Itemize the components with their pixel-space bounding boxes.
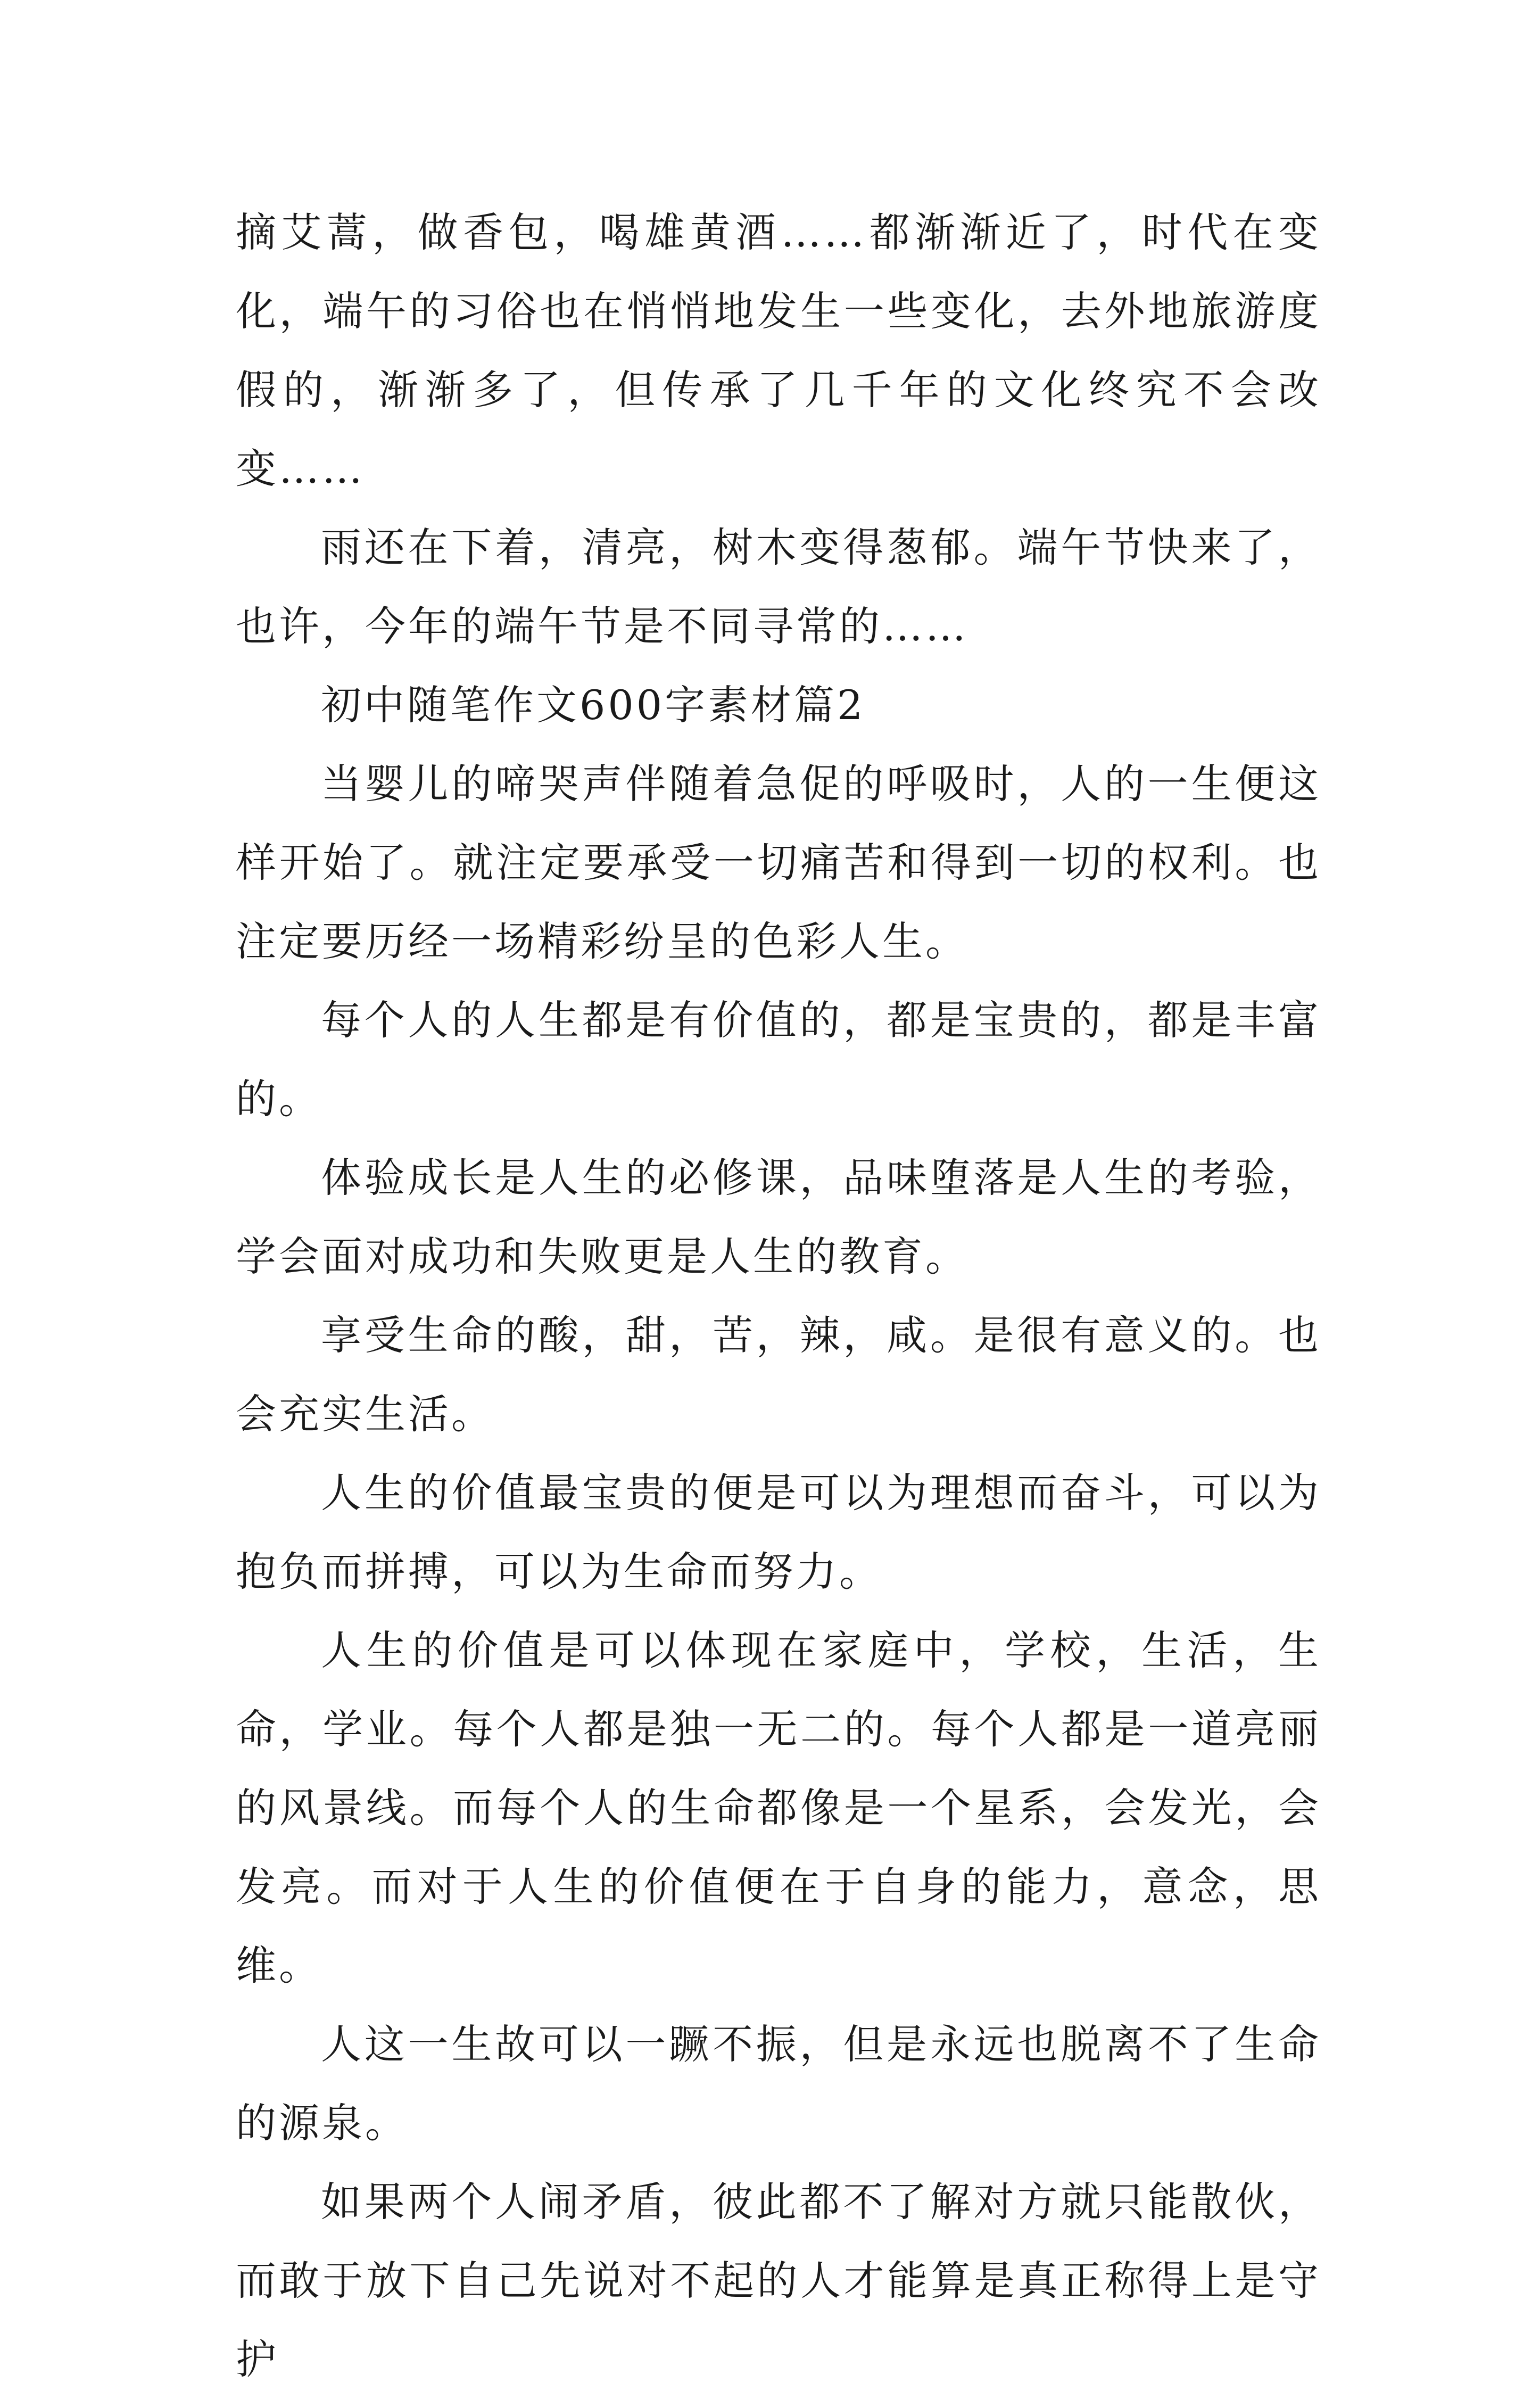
section-heading: 初中随笔作文600字素材篇2 xyxy=(321,681,866,729)
paragraph-10: 如果两个人闹矛盾，彼此都不了解对方就只能散伙，而敢于放下自己先说对不起的人才能算是真正称得上是守护 xyxy=(236,2178,1321,2383)
paragraph-4: 每个人的人生都是有价值的，都是宝贵的，都是丰富的。 xyxy=(236,996,1321,1123)
paragraph-9: 人这一生故可以一蹶不振，但是永远也脱离不了生命的源泉。 xyxy=(236,2021,1321,2147)
document-body xyxy=(236,193,1321,2399)
paragraph-8: 人生的价值是可以体现在家庭中，学校，生活，生命，学业。每个人都是独一无二的。每个人都是一道亮丽的风景线。而每个人的生命都像是一个星系，会发光，会发亮。而对于人生的价值便在于自身的能力，意念，思维。 xyxy=(236,1627,1321,1989)
paragraph-5: 体验成长是人生的必修课，品味堕落是人生的考验，学会面对成功和失败更是人生的教育。 xyxy=(236,1154,1321,1280)
paragraph-6: 享受生命的酸，甜，苦，辣，咸。是很有意义的。也会充实生活。 xyxy=(236,1312,1321,1438)
paragraph-3: 当婴儿的啼哭声伴随着急促的呼吸时，人的一生便这样开始了。就注定要承受一切痛苦和得到一切的权利。也注定要历经一场精彩纷呈的色彩人生。 xyxy=(236,760,1321,965)
paragraph-1: 摘艾蒿，做香包，喝雄黄酒……都渐渐近了，时代在变化，端午的习俗也在悄悄地发生一些变化，去外地旅游度假的，渐渐多了，但传承了几千年的文化终究不会改变…… xyxy=(236,209,1321,492)
paragraph-2: 雨还在下着，清亮，树木变得葱郁。端午节快来了，也许，今年的端午节是不同寻常的…… xyxy=(236,524,1321,650)
paragraph-7: 人生的价值最宝贵的便是可以为理想而奋斗，可以为抱负而拼搏，可以为生命而努力。 xyxy=(236,1469,1321,1595)
